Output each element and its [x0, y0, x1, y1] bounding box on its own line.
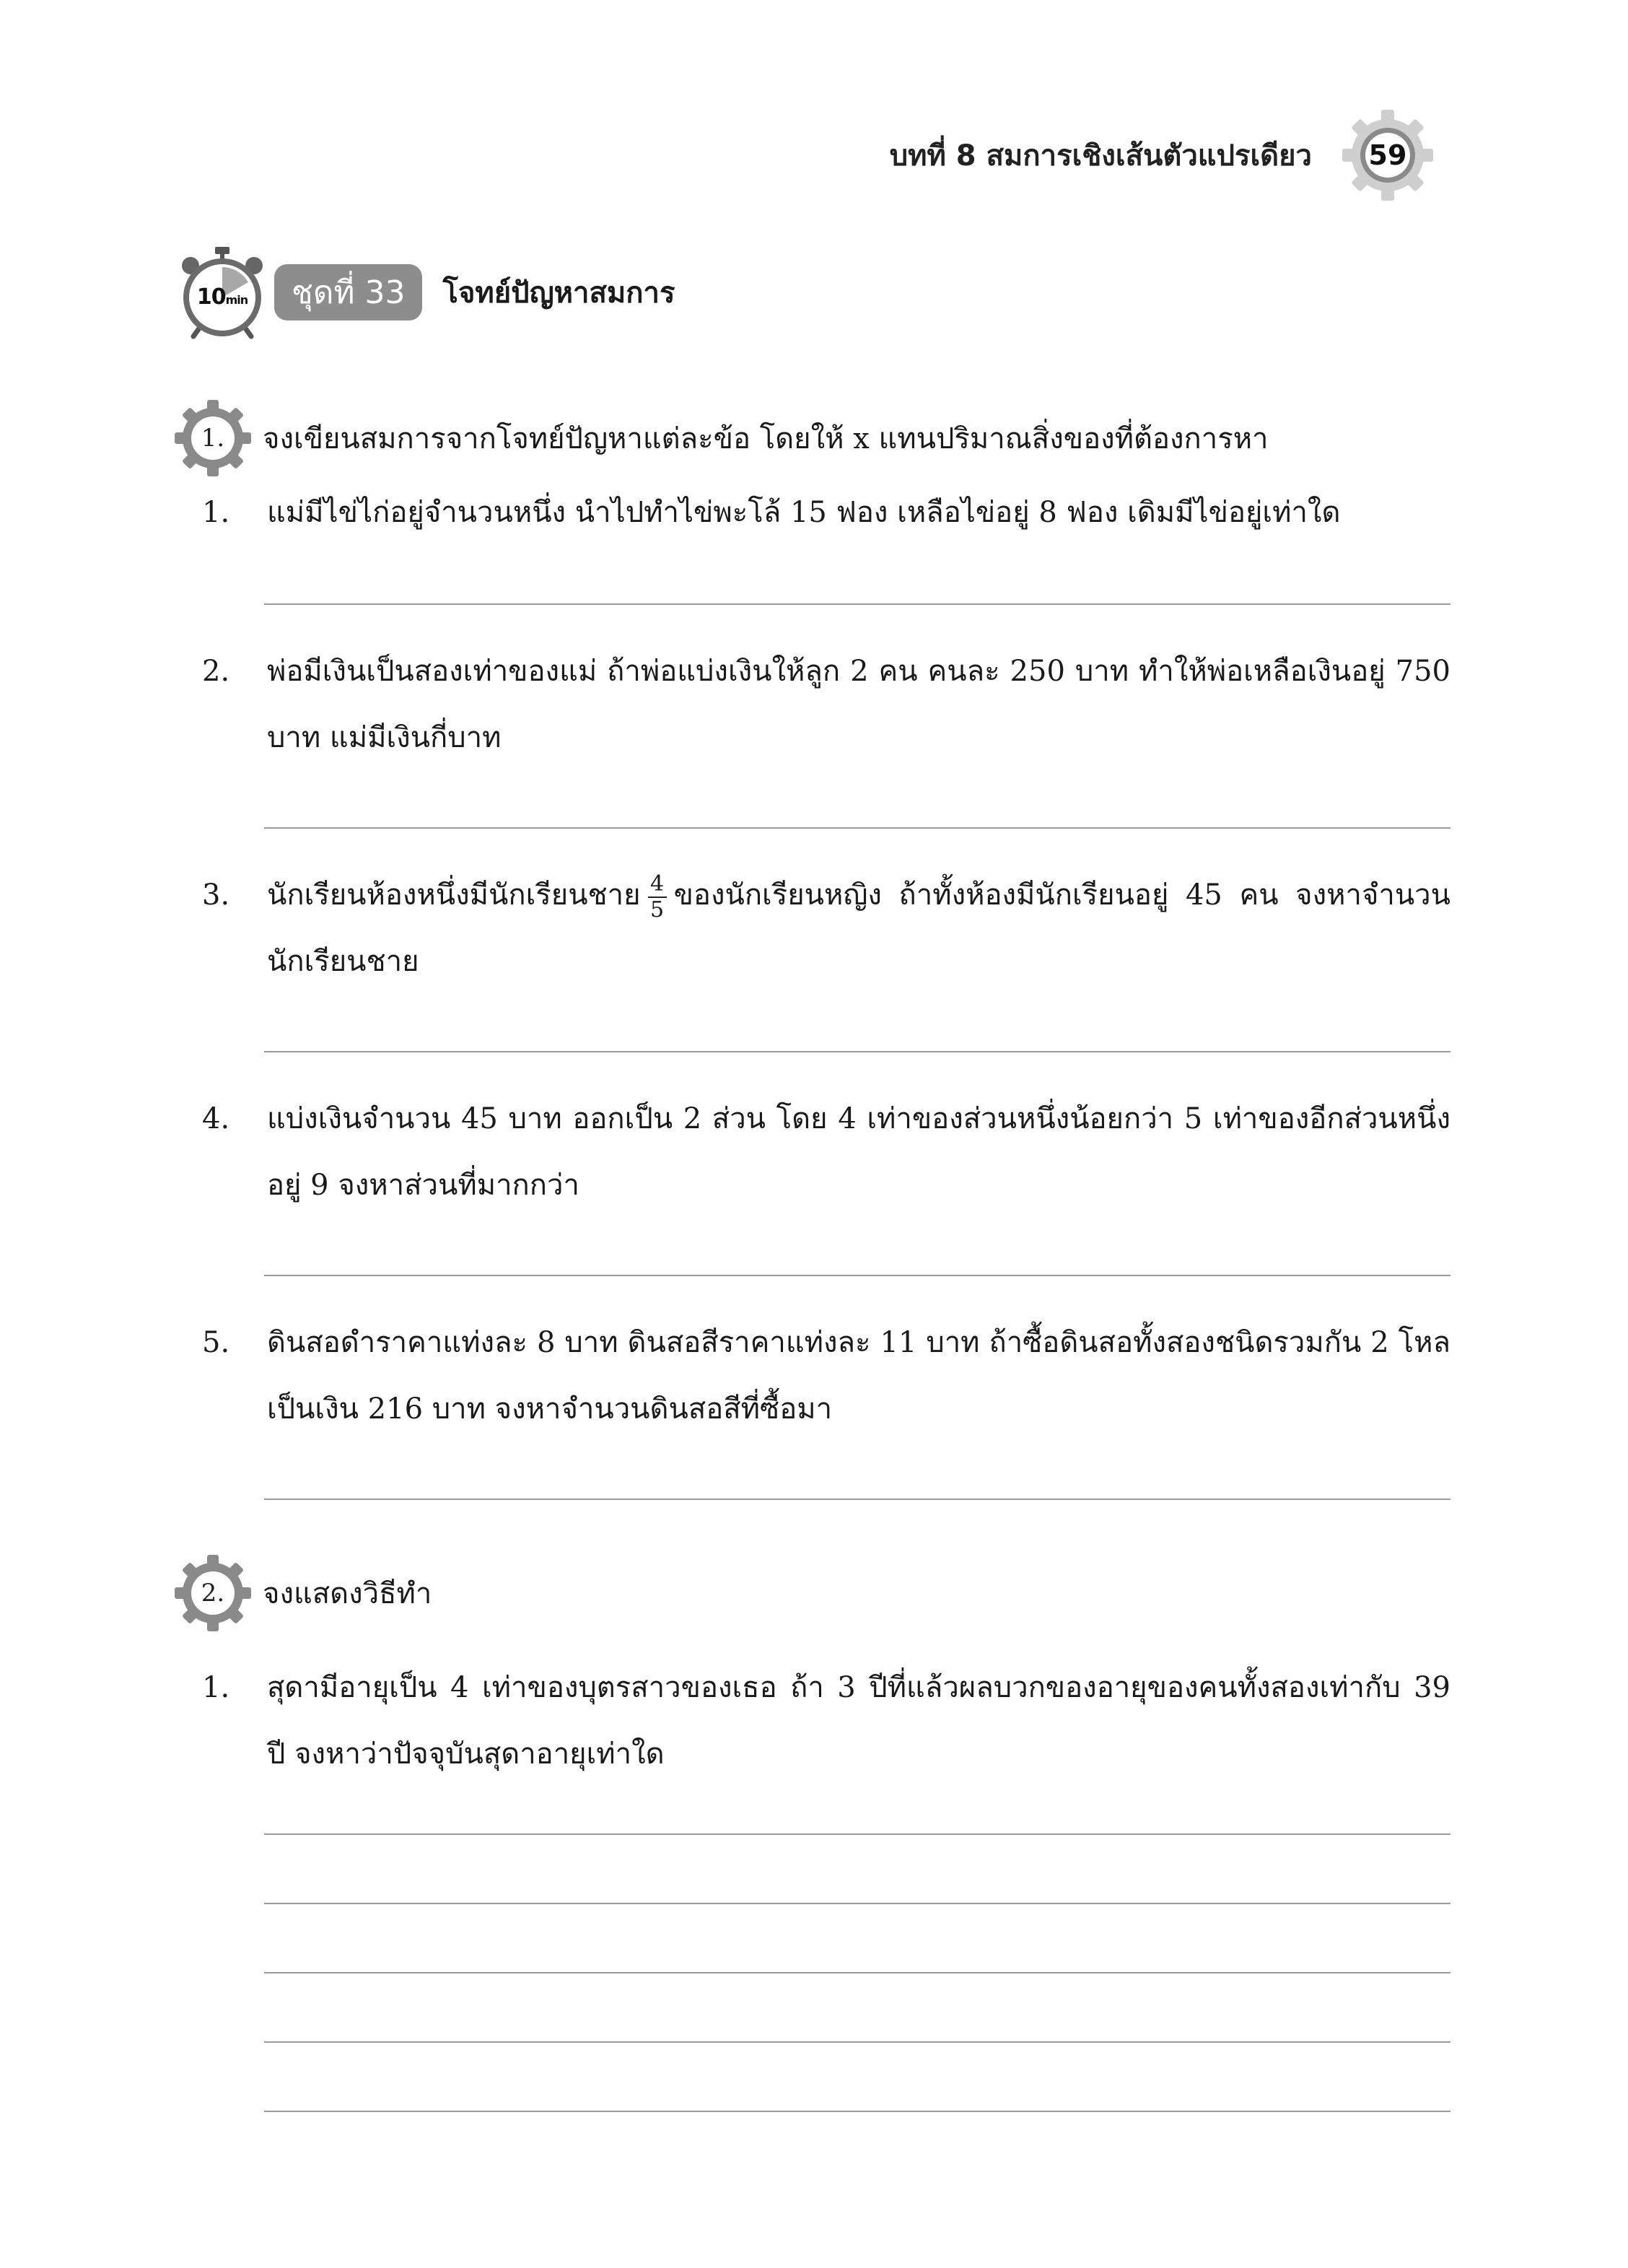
- fraction-denominator: 5: [650, 897, 665, 923]
- timer-unit: min: [225, 293, 248, 307]
- answer-line: [264, 827, 1450, 829]
- timer-label: [188, 284, 257, 310]
- section-1-number: 1.: [201, 424, 225, 453]
- problem-1-5: [202, 1309, 1450, 1442]
- problem-2-1: [202, 1654, 1450, 1787]
- chapter-name: สมการเชิงเส้นตัวแปรเดียว: [986, 139, 1312, 173]
- set-badge-prefix: ชุดที่: [292, 274, 355, 311]
- page-number: 59: [1368, 139, 1407, 171]
- problem-1-4: [202, 1086, 1450, 1218]
- page-header: [890, 115, 1435, 195]
- problem-text: พ่อมีเงินเป็นสองเท่าของแม่ ถ้าพ่อแบ่งเงินให้ลูก 2 คน คนละ 250 บาท ทำให้พ่อเหลือเงินอยู่ 750 บาท แม่มีเงินกี่บาท: [267, 655, 1450, 754]
- timer-badge: [179, 245, 266, 339]
- problem-text: ดินสอดำราคาแท่งละ 8 บาท ดินสอสีราคาแท่งละ 11 บาท ถ้าซื้อดินสอทั้งสองชนิดรวมกัน 2 โหล เป็นเงิน 216 บาท จงหาจำนวนดินสอสีที่ซื้อมา: [267, 1326, 1450, 1426]
- problem-1-2: [202, 638, 1450, 771]
- answer-line: [264, 1051, 1450, 1052]
- problem-text-before: นักเรียนห้องหนึ่งมีนักเรียนชาย: [267, 878, 641, 912]
- answer-line: [264, 2041, 1450, 2043]
- problem-number: 1.: [202, 496, 230, 529]
- set-title: โจทย์ปัญหาสมการ: [442, 276, 675, 310]
- problem-number: 2.: [202, 655, 230, 688]
- problem-1-1: [202, 479, 1450, 546]
- fraction: [648, 872, 667, 923]
- chapter-prefix: บทที่ 8: [889, 139, 976, 173]
- answer-line: [264, 1903, 1450, 1904]
- answer-line: [264, 2111, 1450, 2112]
- problem-text: สุดามีอายุเป็น 4 เท่าของบุตรสาวของเธอ ถ้า 3 ปีที่แล้วผลบวกของอายุของคนทั้งสองเท่ากับ 39 ปี จงหาว่าปัจจุบันสุดาอายุเท่าใด: [267, 1671, 1450, 1771]
- section-2-instruction: จงแสดงวิธีทำ: [263, 1577, 432, 1610]
- problem-text-after: ของนักเรียนหญิง ถ้าทั้งห้องมีนักเรียนอยู่ 45 คน จงหาจำนวนนักเรียนชาย: [267, 878, 1450, 978]
- page-number-gear: [1341, 108, 1435, 202]
- set-number-badge: [274, 264, 422, 320]
- section-1-gear: [173, 398, 253, 478]
- section-1-instruction: จงเขียนสมการจากโจทย์ปัญหาแต่ละข้อ โดยให้ x แทนปริมาณสิ่งของที่ต้องการหา: [263, 422, 1269, 455]
- timer-value: 10: [196, 284, 226, 310]
- set-header: [179, 249, 675, 336]
- problem-number: 3.: [202, 878, 230, 912]
- answer-line: [264, 1833, 1450, 1835]
- problem-text: แบ่งเงินจำนวน 45 บาท ออกเป็น 2 ส่วน โดย 4 เท่าของส่วนหนึ่งน้อยกว่า 5 เท่าของอีกส่วนหนึ่งอยู่ 9 จงหาส่วนที่มากกว่า: [267, 1102, 1450, 1202]
- answer-line: [264, 1499, 1450, 1500]
- chapter-title: [890, 132, 1322, 178]
- section-2-number: 2.: [201, 1579, 225, 1608]
- answer-line: [264, 603, 1450, 605]
- section-1-header: [173, 398, 1269, 478]
- section-2-header: [173, 1553, 432, 1633]
- set-badge-number: 33: [364, 274, 406, 311]
- fraction-numerator: 4: [650, 871, 665, 897]
- problem-number: 4.: [202, 1102, 230, 1135]
- answer-line: [264, 1972, 1450, 1973]
- problem-number: 1.: [202, 1671, 230, 1704]
- problem-text: [267, 862, 1450, 995]
- problem-number: 5.: [202, 1326, 230, 1359]
- problem-1-3: [202, 862, 1450, 995]
- answer-line: [264, 1275, 1450, 1276]
- section-2-gear: [173, 1553, 253, 1633]
- problem-text: แม่มีไข่ไก่อยู่จำนวนหนึ่ง นำไปทำไข่พะโล้ 15 ฟอง เหลือไข่อยู่ 8 ฟอง เดิมมีไข่อยู่เท่าใด: [267, 496, 1341, 529]
